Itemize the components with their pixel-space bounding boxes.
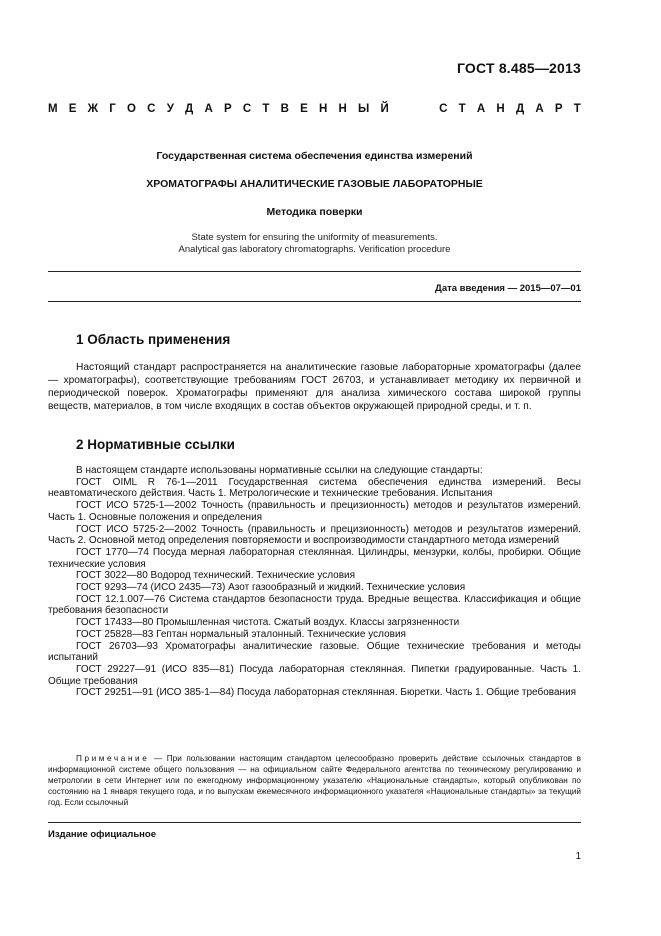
section-1-paragraph: Настоящий стандарт распространяется на аналитические газовые лабораторные хроматографы (далее — хроматографы), соответствующие требованиям ГОСТ 26703, и устанавливает методику их первичной и периодической поверок. Хроматографы применяют для анализа химического состава широкой группы веществ, материалов, в том числе входящих в состав объектов окружающей природной среды, и т. п. — [48, 362, 581, 412]
banner-letter: О — [127, 103, 136, 115]
banner-letter: С — [439, 103, 448, 115]
banner-letter: Н — [318, 103, 328, 115]
banner-letter: А — [476, 103, 486, 115]
title-subtitle: Методика поверки — [266, 206, 363, 218]
reference-item: ГОСТ 26703—93 Хроматографы аналитические газовые. Общие технические требования и методы испытаний — [48, 640, 581, 664]
banner-letter: Г — [109, 103, 116, 115]
title-english-2: Analytical gas laboratory chromatographs. Verification procedure — [178, 244, 451, 255]
note-block — [48, 753, 581, 808]
note-label: Примечание — [76, 754, 150, 763]
reference-item: ГОСТ ИСО 5725-1—2002 Точность (правильность и прецизионность) методов и результатов измерений. Часть 1. Основные положения и определения — [48, 500, 581, 523]
banner-letter: В — [280, 103, 289, 115]
banner-letter: Т — [458, 103, 466, 115]
section-1-heading: 1 Область применения — [76, 332, 231, 347]
reference-item: ГОСТ 25828—83 Гептан нормальный эталонный. Технические условия — [76, 628, 406, 640]
banner-letter: Й — [380, 103, 389, 115]
page-number: 1 — [575, 851, 581, 862]
reference-item: ГОСТ 9293—74 (ИСО 2435—73) Азот газообразный и жидкий. Технические условия — [76, 582, 466, 594]
reference-item: ГОСТ 12.1.007—76 Система стандартов безопасности труда. Вредные вещества. Классификация и общие требования безопасности — [48, 593, 581, 617]
edition-label: Издание официальное — [48, 822, 581, 840]
banner-letter: С — [242, 103, 252, 115]
reference-item: ГОСТ 29227—91 (ИСО 835—81) Посуда лабораторная стеклянная. Пипетки градуированные. Часть 1. Общие требования — [48, 663, 581, 687]
banner-letter: Р — [554, 103, 563, 115]
date-divider — [48, 301, 581, 302]
banner-letter: С — [147, 103, 156, 115]
banner-letter: Д — [185, 103, 194, 115]
section-1-text — [48, 361, 581, 413]
note-paragraph — [48, 753, 581, 808]
banner-letter: Ж — [87, 103, 99, 115]
banner-letter: Д — [515, 103, 525, 115]
section-2-heading: 2 Нормативные ссылки — [76, 437, 235, 452]
reference-item: ГОСТ 17433—80 Промышленная чистота. Сжатый воздух. Классы загрязненности — [76, 617, 460, 629]
title-main: ХРОМАТОГРАФЫ АНАЛИТИЧЕСКИЕ ГАЗОВЫЕ ЛАБОРАТОРНЫЕ — [146, 178, 483, 190]
normative-references-list — [48, 465, 581, 699]
note-text: — При пользовании настоящим стандартом целесообразно проверить действие ссылочных стандартов в информационной системе общего пользования — на официальном сайте Федерального агентства по техническому регулированию и метрологии в сети Интернет или по ежегодному информационному указателю «Национальные стандарты», который опубликован по состоянию на 1 января текущего года, и по выпускам ежемесячного информационного указателя «Национальные стандарты» за текущий год. Если ссылочный — [48, 754, 581, 807]
reference-item: ГОСТ OIML R 76-1—2011 Государственная система обеспечения единства измерений. Весы неавтоматического действия. Часть 1. Метрологические и технические требования. Испытания — [48, 476, 581, 500]
banner-letter: М — [48, 103, 58, 115]
banner-letter: А — [204, 103, 213, 115]
banner-letter: Ы — [358, 103, 370, 115]
title-divider — [48, 271, 581, 272]
banner-letter: Т — [573, 103, 581, 115]
banner-letter: У — [166, 103, 174, 115]
title-english-1: State system for ensuring the uniformity of measurements. — [191, 232, 438, 243]
banner-letter: Н — [496, 103, 505, 115]
reference-item: В настоящем стандарте использованы нормативные ссылки на следующие стандарты: — [76, 465, 483, 476]
interstate-standard-banner — [48, 103, 581, 115]
reference-item: ГОСТ 1770—74 Посуда мерная лабораторная стеклянная. Цилиндры, мензурки, колбы, пробирки. Общие технические условия — [48, 546, 581, 570]
banner-letter: А — [535, 103, 544, 115]
reference-item: ГОСТ 3022—80 Водород технический. Технические условия — [76, 570, 356, 582]
banner-letter: Е — [300, 103, 308, 115]
banner-gap — [400, 103, 428, 115]
introduction-date: Дата введения — 2015—07—01 — [435, 283, 581, 294]
banner-letter: Е — [68, 103, 77, 115]
title-system: Государственная система обеспечения единства измерений — [156, 150, 473, 162]
reference-item: ГОСТ ИСО 5725-2—2002 Точность (правильность и прецизионность) методов и результатов измерений. Часть 2. Основной метод определения повторяемости и воспроизводимости стандартного метода измерений — [48, 523, 581, 547]
banner-letter: Н — [338, 103, 347, 115]
reference-item: ГОСТ 29251—91 (ИСО 385-1—84) Посуда лабораторная стеклянная. Бюретки. Часть 1. Общие требования — [76, 687, 577, 699]
banner-letter: Т — [262, 103, 270, 115]
banner-letter: Р — [223, 103, 232, 115]
gost-number: ГОСТ 8.485—2013 — [456, 60, 581, 76]
